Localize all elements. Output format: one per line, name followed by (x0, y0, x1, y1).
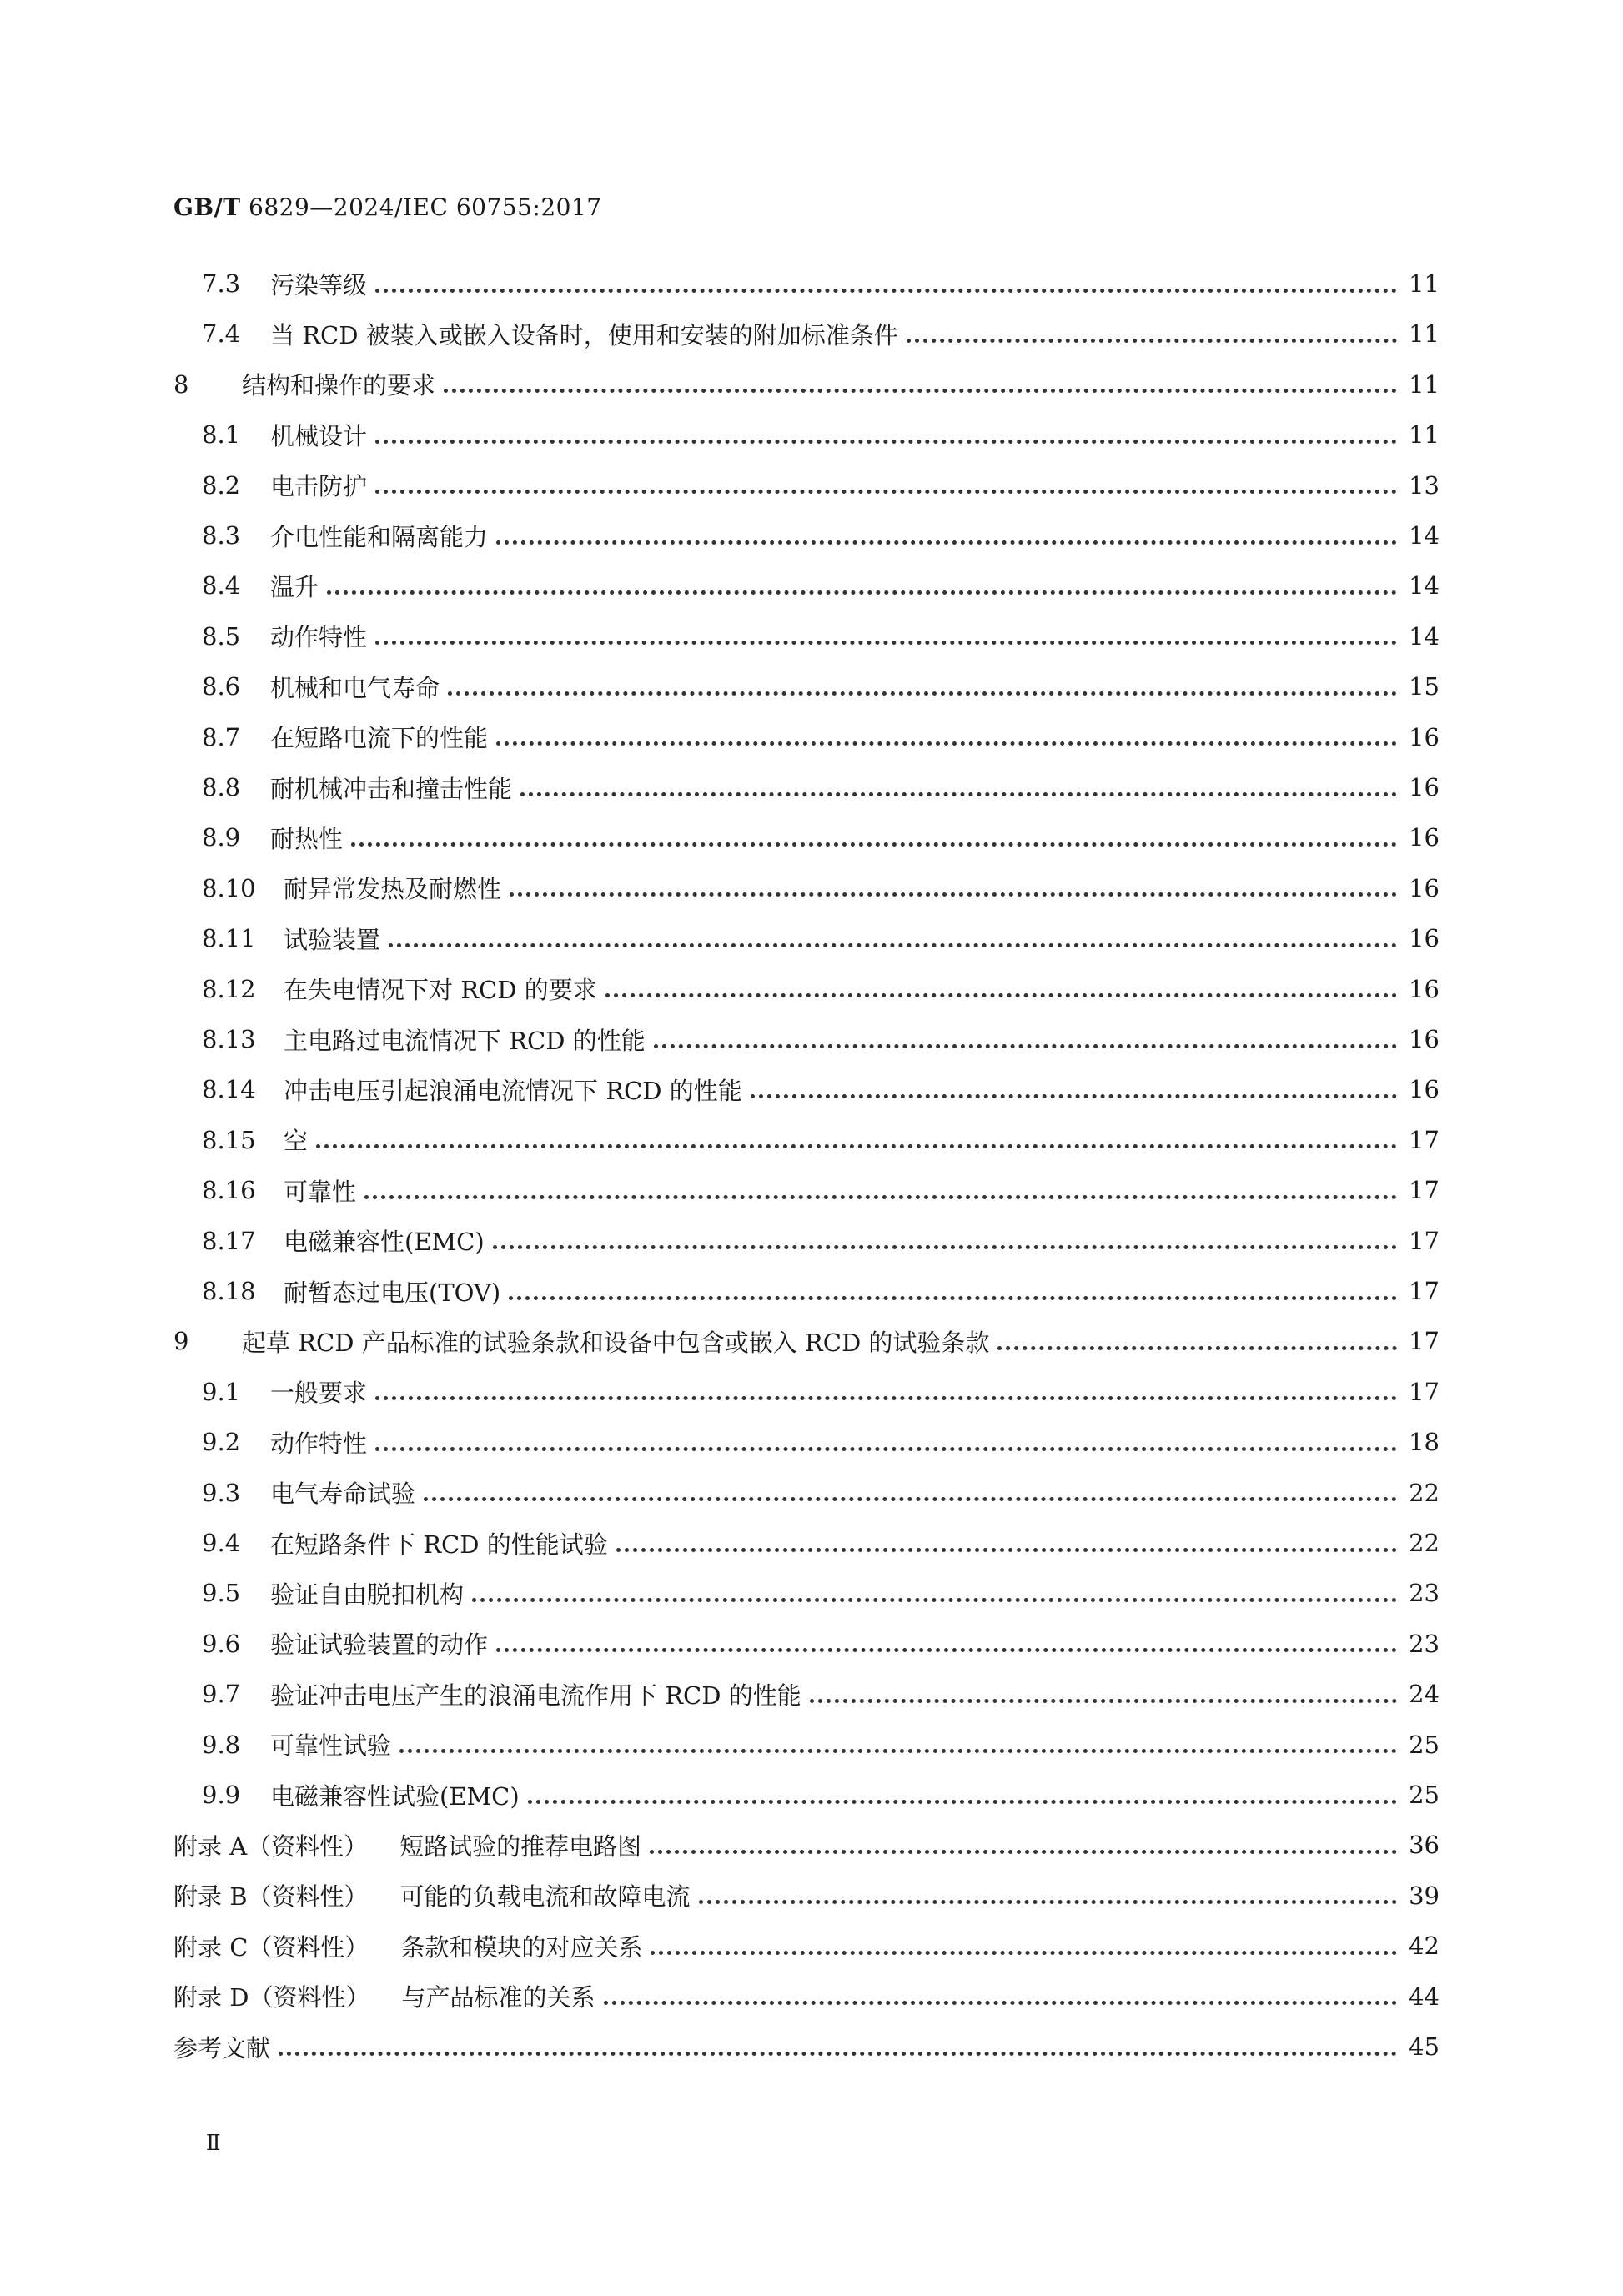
toc-entry-number: 9.9 (202, 1781, 241, 1809)
toc-entry-page: 11 (1409, 319, 1440, 349)
toc-entry-page: 17 (1409, 1226, 1440, 1255)
toc-leader-dots (496, 741, 1397, 746)
toc-entry-title: 耐暂态过电压(TOV) (284, 1278, 501, 1307)
toc-entry[interactable] (173, 259, 1440, 309)
toc-entry-page: 25 (1409, 1781, 1440, 1809)
toc-entry[interactable] (173, 913, 1440, 963)
toc-entry[interactable] (173, 1720, 1440, 1770)
toc-entry-title: 动作特性 (270, 623, 368, 652)
toc-entry[interactable] (173, 1669, 1440, 1719)
toc-entry[interactable] (173, 1921, 1440, 1971)
toc-entry[interactable] (173, 309, 1440, 359)
toc-entry[interactable] (173, 1619, 1440, 1669)
toc-leader-dots (907, 339, 1397, 343)
toc-entry-title: 在失电情况下对 RCD 的要求 (284, 976, 597, 1005)
toc-entry-number: 8.8 (202, 773, 241, 801)
toc-entry-page: 16 (1409, 773, 1440, 801)
toc-entry-title: 验证试验装置的动作 (270, 1630, 489, 1660)
toc-entry-title: 电击防护 (270, 472, 368, 501)
toc-entry[interactable] (173, 863, 1440, 913)
toc-entry-number: 9.5 (202, 1579, 241, 1608)
toc-leader-dots (651, 1951, 1397, 1955)
toc-entry-number: 8.11 (202, 924, 256, 953)
toc-entry-page: 11 (1409, 369, 1440, 399)
standard-code: GB/T (173, 193, 241, 221)
toc-leader-dots (605, 993, 1397, 997)
toc-leader-dots (509, 1296, 1397, 1300)
toc-leader-dots (699, 1900, 1398, 1904)
toc-leader-dots (448, 691, 1397, 696)
toc-entry-page: 16 (1409, 1075, 1440, 1104)
toc-entry-number: 8.5 (202, 621, 241, 651)
toc-entry-page: 14 (1409, 521, 1440, 550)
toc-leader-dots (316, 1144, 1397, 1148)
toc-entry-page: 36 (1409, 1831, 1440, 1860)
toc-entry-number: 8.17 (202, 1226, 256, 1255)
toc-entry[interactable] (173, 1820, 1440, 1870)
toc-leader-dots (493, 1245, 1397, 1249)
toc-leader-dots (389, 943, 1397, 947)
toc-entry-number: 9.8 (202, 1730, 241, 1759)
toc-entry-number: 8.18 (202, 1277, 256, 1305)
toc-entry-number: 9.1 (202, 1377, 241, 1406)
toc-entry-number: 附录 C（资料性） (173, 1932, 369, 1962)
toc-entry-title: 结构和操作的要求 (242, 371, 436, 400)
toc-entry[interactable] (173, 1972, 1440, 2022)
toc-entry-page: 16 (1409, 873, 1440, 902)
toc-entry-page: 16 (1409, 974, 1440, 1003)
toc-entry[interactable] (173, 510, 1440, 560)
toc-entry-page: 16 (1409, 924, 1440, 953)
toc-entry[interactable] (173, 1014, 1440, 1064)
toc-entry-title: 冲击电压引起浪涌电流情况下 RCD 的性能 (284, 1076, 742, 1105)
toc-leader-dots (424, 1497, 1397, 1501)
toc-leader-dots (496, 540, 1397, 545)
toc-entry-page: 17 (1409, 1327, 1440, 1356)
toc-entry[interactable] (173, 762, 1440, 812)
toc-entry-number: 8.16 (202, 1176, 256, 1205)
toc-entry-title: 空 (284, 1127, 309, 1156)
toc-entry-number: 8.6 (202, 672, 241, 701)
toc-leader-dots (327, 590, 1397, 595)
toc-entry-page: 16 (1409, 722, 1440, 751)
toc-entry-page: 11 (1409, 420, 1440, 450)
toc-entry-title: 可能的负载电流和故障电流 (399, 1882, 691, 1912)
toc-entry-page: 16 (1409, 823, 1440, 852)
toc-entry-number: 7.3 (202, 269, 241, 298)
toc-entry-page: 42 (1409, 1932, 1440, 1961)
toc-entry-page: 13 (1409, 470, 1440, 500)
toc-entry-title: 介电性能和隔离能力 (270, 522, 489, 551)
toc-entry-title: 在短路电流下的性能 (270, 724, 489, 753)
standard-number: 6829—2024/IEC 60755:2017 (249, 193, 602, 221)
toc-leader-dots (810, 1699, 1397, 1703)
toc-entry-title: 可靠性 (284, 1177, 357, 1206)
toc-entry-number: 9.7 (202, 1680, 241, 1709)
toc-entry-page: 17 (1409, 1377, 1440, 1406)
toc-entry[interactable] (173, 812, 1440, 862)
toc-entry-number: 8.4 (202, 571, 241, 600)
toc-entry-number: 8.14 (202, 1075, 256, 1104)
toc-entry-title: 起草 RCD 产品标准的试验条款和设备中包含或嵌入 RCD 的试验条款 (242, 1328, 990, 1357)
toc-leader-dots (616, 1548, 1397, 1552)
toc-entry-page: 17 (1409, 1125, 1440, 1154)
toc-entry-page: 15 (1409, 672, 1440, 701)
toc-entry-page: 45 (1409, 2032, 1440, 2061)
toc-entry-page: 14 (1409, 571, 1440, 600)
toc-entry-page: 17 (1409, 1176, 1440, 1205)
toc-entry-title: 与产品标准的关系 (401, 1983, 595, 2012)
toc-entry-title: 电磁兼容性(EMC) (284, 1228, 485, 1257)
toc-entry-number: 8.12 (202, 974, 256, 1003)
toc-entry-title: 电气寿命试验 (270, 1480, 416, 1509)
toc-leader-dots (528, 1800, 1397, 1804)
toc-entry[interactable] (173, 560, 1440, 610)
toc-entry[interactable] (173, 1770, 1440, 1820)
toc-entry-number: 9.3 (202, 1478, 241, 1507)
toc-entry-page: 39 (1409, 1881, 1440, 1910)
toc-entry[interactable] (173, 1417, 1440, 1467)
toc-leader-dots (510, 892, 1397, 897)
toc-leader-dots (496, 1648, 1397, 1652)
toc-entry-number: 9.2 (202, 1428, 241, 1457)
toc-entry[interactable] (173, 1064, 1440, 1114)
toc-entry[interactable] (173, 2022, 1440, 2072)
toc-entry-number: 8.7 (202, 722, 241, 751)
toc-entry-page: 25 (1409, 1730, 1440, 1759)
toc-entry-title: 电磁兼容性试验(EMC) (270, 1781, 520, 1811)
toc-entry[interactable] (173, 359, 1440, 409)
toc-entry-page: 23 (1409, 1629, 1440, 1658)
toc-entry-number: 附录 D（资料性） (173, 1983, 370, 2012)
toc-entry-title: 机械和电气寿命 (270, 673, 440, 702)
toc-leader-dots (520, 792, 1397, 796)
toc-leader-dots (375, 641, 1397, 645)
toc-entry-page: 22 (1409, 1529, 1440, 1557)
toc-entry-title: 耐机械冲击和撞击性能 (270, 774, 513, 803)
toc-leader-dots (375, 490, 1397, 494)
toc-entry[interactable] (173, 460, 1440, 510)
toc-entry-title: 动作特性 (270, 1429, 368, 1458)
toc-entry[interactable] (173, 964, 1440, 1014)
toc-leader-dots (399, 1749, 1397, 1753)
toc-entry-number: 8.10 (202, 873, 256, 902)
toc-entry-title: 验证自由脱扣机构 (270, 1580, 465, 1609)
toc-entry-number: 8.3 (202, 521, 241, 550)
toc-leader-dots (654, 1044, 1397, 1048)
toc-leader-dots (279, 2052, 1397, 2056)
toc-entry-number: 9.4 (202, 1529, 241, 1557)
toc-entry-page: 22 (1409, 1478, 1440, 1507)
toc-entry-title: 主电路过电流情况下 RCD 的性能 (284, 1026, 646, 1055)
toc-leader-dots (604, 2001, 1398, 2005)
toc-entry-number: 附录 A（资料性） (173, 1831, 369, 1861)
toc-entry[interactable] (173, 1165, 1440, 1215)
toc-entry[interactable] (173, 1266, 1440, 1316)
toc-entry-title: 参考文献 (173, 2033, 271, 2062)
toc-entry-title: 在短路条件下 RCD 的性能试验 (270, 1530, 608, 1559)
toc-entry-number: 7.4 (202, 319, 241, 349)
toc-entry[interactable] (173, 1568, 1440, 1618)
toc-entry-number: 8.9 (202, 823, 241, 852)
toc-entry-title: 短路试验的推荐电路图 (399, 1831, 642, 1861)
toc-entry-title: 条款和模块的对应关系 (400, 1932, 643, 1962)
toc-entry[interactable] (173, 611, 1440, 661)
toc-leader-dots (751, 1094, 1397, 1098)
toc-leader-dots (444, 389, 1397, 393)
toc-entry-number: 9.6 (202, 1629, 241, 1658)
toc-entry-number: 8.2 (202, 470, 241, 500)
toc-entry-title: 一般要求 (270, 1379, 368, 1408)
toc-entry-number: 8.13 (202, 1025, 256, 1053)
toc-entry[interactable] (173, 712, 1440, 762)
toc-entry-title: 温升 (270, 572, 319, 601)
toc-entry[interactable] (173, 1367, 1440, 1417)
toc-entry-page: 16 (1409, 1025, 1440, 1053)
toc-entry[interactable] (173, 1115, 1440, 1165)
toc-leader-dots (364, 1195, 1397, 1199)
toc-entry[interactable] (173, 1468, 1440, 1518)
toc-entry-title: 可靠性试验 (270, 1731, 392, 1761)
toc-leader-dots (997, 1346, 1397, 1350)
document-header (173, 193, 602, 221)
toc-entry-page: 14 (1409, 621, 1440, 651)
page-number: Ⅱ (206, 2131, 221, 2156)
toc-entry-number: 8.15 (202, 1125, 256, 1154)
toc-entry[interactable] (173, 1216, 1440, 1266)
toc-entry-number: 9 (173, 1327, 189, 1356)
toc-leader-dots (375, 1447, 1397, 1451)
toc-entry[interactable] (173, 1871, 1440, 1921)
toc-leader-dots (472, 1598, 1397, 1602)
toc-entry-page: 24 (1409, 1680, 1440, 1709)
toc-entry-page: 44 (1409, 1982, 1440, 2011)
toc-entry-title: 耐异常发热及耐燃性 (284, 875, 502, 904)
toc-entry-number: 8.1 (202, 420, 241, 450)
toc-entry[interactable] (173, 409, 1440, 460)
toc-leader-dots (375, 440, 1397, 444)
toc-entry[interactable] (173, 1518, 1440, 1568)
toc-entry-number: 8 (173, 369, 189, 399)
toc-entry-page: 11 (1409, 269, 1440, 298)
toc-entry-title: 污染等级 (270, 270, 368, 299)
toc-leader-dots (650, 1850, 1397, 1854)
toc-entry-title: 试验装置 (284, 925, 381, 954)
toc-entry[interactable] (173, 661, 1440, 711)
toc-entry-page: 18 (1409, 1428, 1440, 1457)
toc-entry-title: 当 RCD 被装入或嵌入设备时，使用和安装的附加标准条件 (270, 320, 898, 349)
toc-entry-title: 验证冲击电压产生的浪涌电流作用下 RCD 的性能 (270, 1681, 801, 1710)
toc-entry-title: 耐热性 (270, 824, 344, 853)
toc-leader-dots (351, 842, 1397, 847)
toc-entry-page: 23 (1409, 1579, 1440, 1608)
toc-leader-dots (375, 289, 1397, 293)
toc-entry-title: 机械设计 (270, 421, 368, 450)
toc-leader-dots (375, 1396, 1397, 1400)
toc-entry[interactable] (173, 1316, 1440, 1366)
toc-entry-number: 附录 B（资料性） (173, 1882, 369, 1912)
toc-entry-page: 17 (1409, 1277, 1440, 1305)
